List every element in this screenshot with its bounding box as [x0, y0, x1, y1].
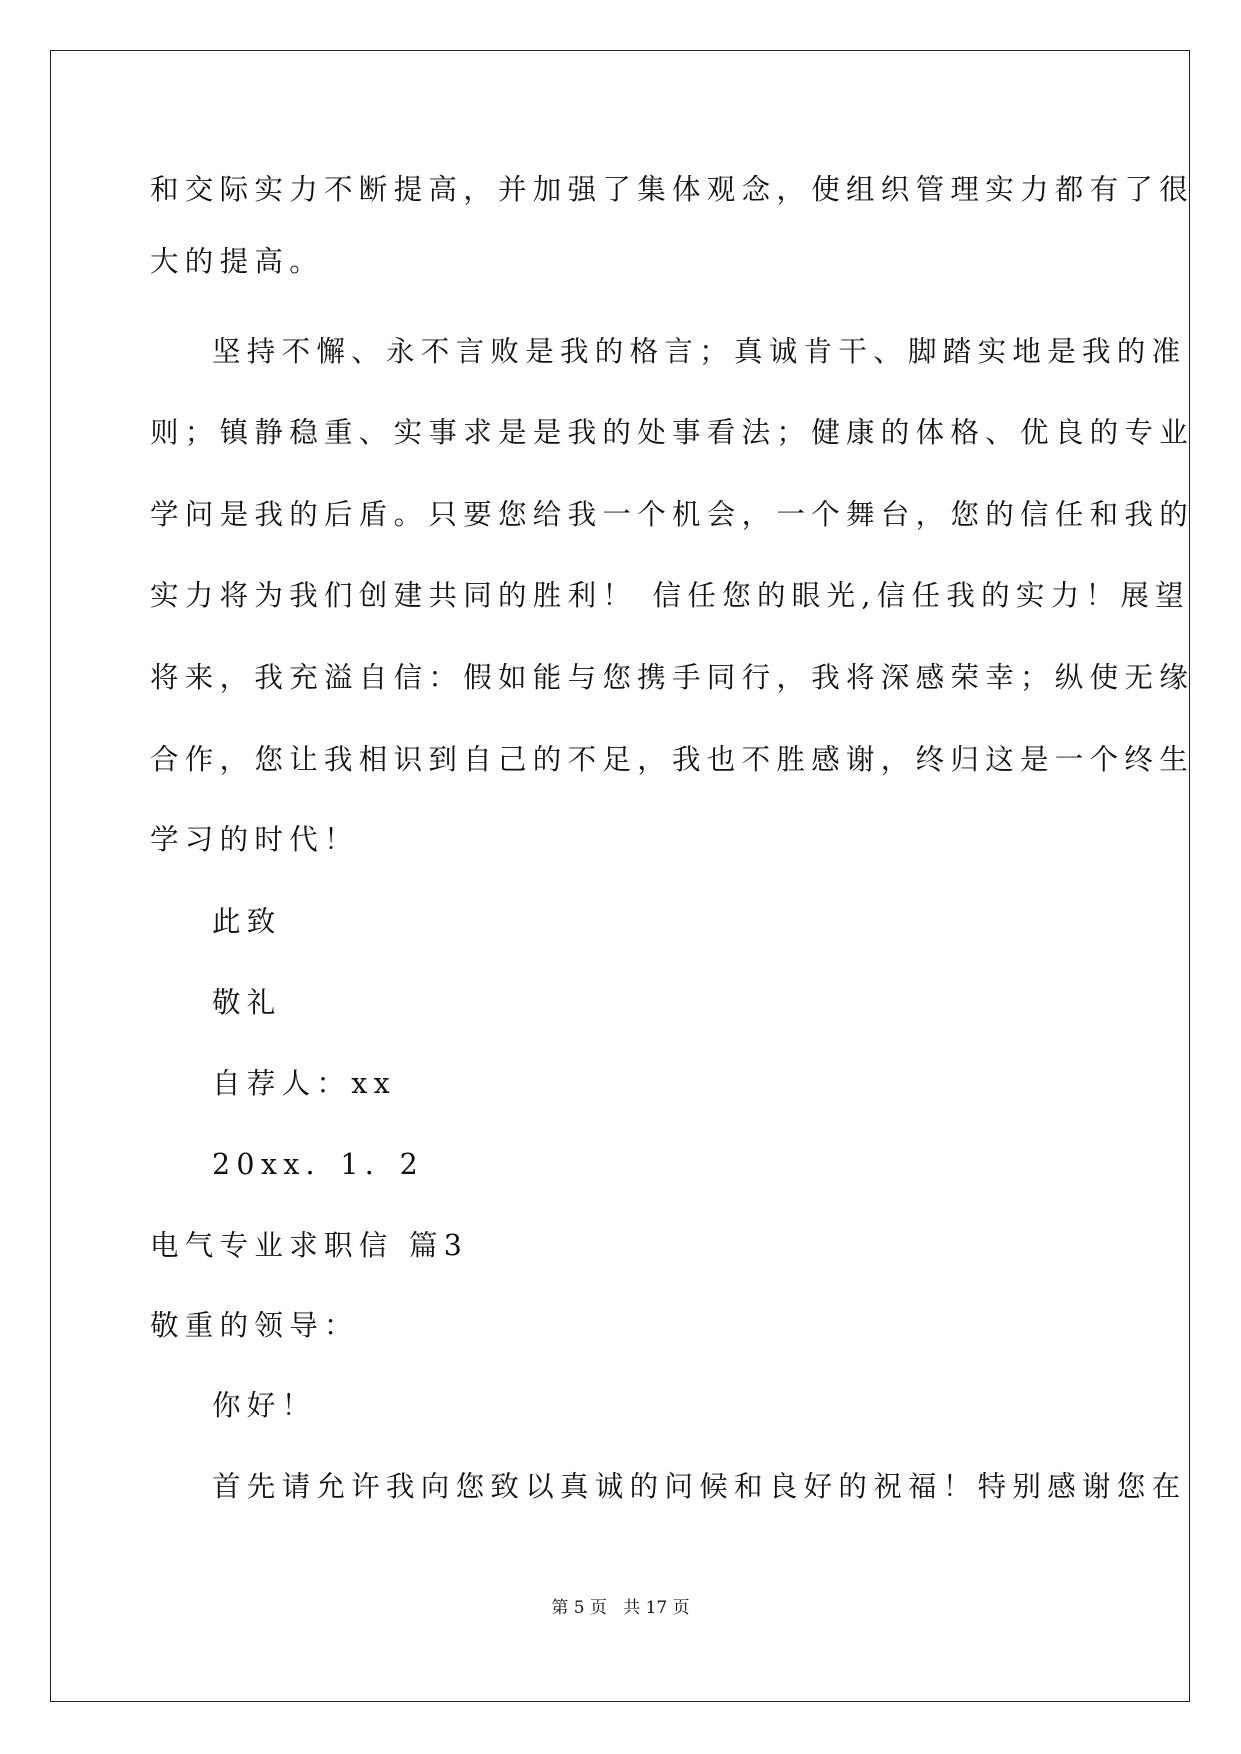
body-line: 和交际实力不断提高，并加强了集体观念，使组织管理实力都有了很 [150, 173, 1195, 206]
body-line: 将来，我充溢自信：假如能与您携手同行，我将深感荣幸；纵使无缘 [150, 661, 1195, 694]
page-border [50, 50, 1190, 1702]
body-line: 合作，您让我相识到自己的不足，我也不胜感谢，终归这是一个终生 [150, 743, 1195, 776]
greeting-hello: 你好！ [212, 1389, 317, 1422]
section-heading: 电气专业求职信 篇3 [150, 1229, 469, 1262]
closing-salutation: 此致 [212, 905, 282, 938]
body-line: 坚持不懈、永不言败是我的格言；真诚肯干、脚踏实地是我的准 [212, 335, 1187, 368]
body-line: 学问是我的后盾。只要您给我一个机会，一个舞台，您的信任和我的 [150, 498, 1195, 531]
body-line: 学习的时代！ [150, 823, 359, 856]
body-line: 实力将为我们创建共同的胜利！ 信任您的眼光,信任我的实力！展望 [150, 579, 1190, 612]
body-line: 则；镇静稳重、实事求是是我的处事看法；健康的体格、优良的专业 [150, 416, 1195, 449]
signature-name: 自荐人：xx [212, 1067, 396, 1100]
body-line: 首先请允许我向您致以真诚的问候和良好的祝福！特别感谢您在 [212, 1470, 1187, 1503]
page-footer: 第 5 页 共 17 页 [551, 1598, 690, 1618]
greeting: 敬重的领导： [150, 1309, 359, 1342]
signature-date: 20xx．1．2 [212, 1148, 425, 1181]
body-line: 大的提高。 [150, 245, 325, 278]
closing-regards: 敬礼 [212, 986, 282, 1019]
